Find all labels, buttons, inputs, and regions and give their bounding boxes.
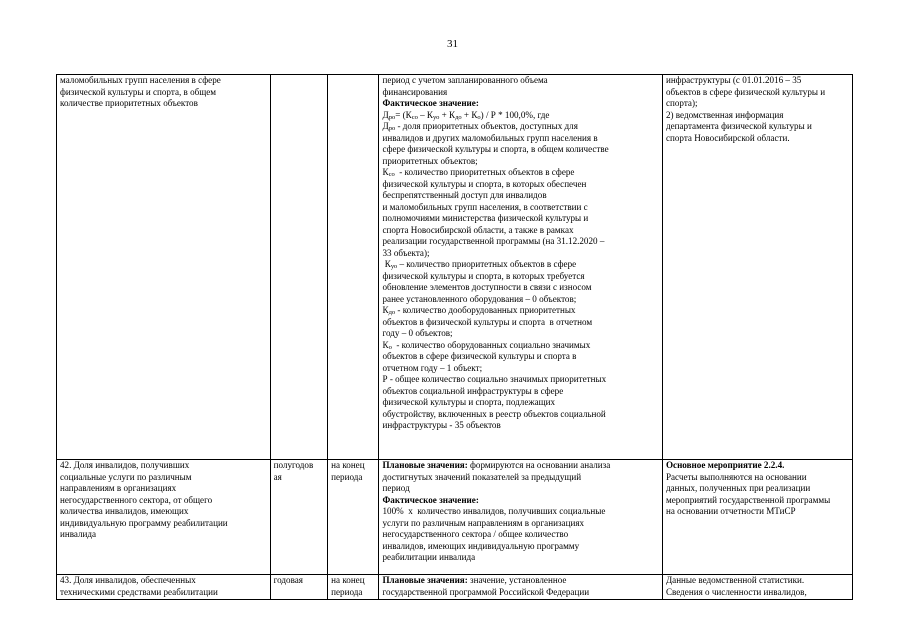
- text-line: [666, 587, 849, 599]
- table-row: [57, 460, 853, 575]
- indicator-name-cell: [57, 75, 271, 460]
- periodicity-cell: [270, 75, 328, 460]
- text-run: 100% х количество инвалидов, получивших социальные: [382, 506, 606, 516]
- text-line: количестве приоритетных объектов: [60, 98, 198, 108]
- text-line: [382, 75, 658, 87]
- text-run: достигнутых значений показателей за предыдущий: [382, 471, 582, 482]
- text-run: = (К: [395, 109, 412, 120]
- text-line: физической культуры и спорта, в общем: [60, 86, 217, 97]
- text-run: услуги по различным направлениям в организациях: [382, 517, 585, 528]
- page-number: 31: [447, 38, 458, 50]
- text-run: полномочиями министерства физической культуры и: [382, 213, 589, 223]
- text-run: – К: [417, 109, 433, 120]
- data-source-cell: [662, 460, 852, 575]
- text-line: [382, 363, 658, 375]
- time-characteristic-cell: [328, 460, 379, 575]
- time-characteristic-cell: [328, 75, 379, 460]
- text-line: [666, 472, 849, 484]
- text-line: [382, 529, 658, 541]
- text-run: 33 объекта);: [382, 247, 430, 258]
- text-line: [382, 483, 658, 495]
- text-line: полугодов: [273, 460, 314, 470]
- text-line: [382, 294, 658, 306]
- text-line: [666, 98, 849, 110]
- text-run: беспрепятственный доступ для инвалидов: [382, 190, 547, 200]
- text-line: [382, 259, 658, 271]
- text-line: маломобильных групп населения в сфере: [60, 75, 221, 85]
- table-row: [57, 75, 853, 460]
- subscript: до: [455, 113, 462, 121]
- text-line: [666, 110, 849, 122]
- indicator-name-cell: [57, 460, 271, 575]
- text-run: Сведения о численности инвалидов,: [665, 586, 807, 597]
- text-line: [382, 541, 658, 553]
- text-line: [382, 420, 658, 432]
- text-line: [382, 179, 658, 191]
- text-line: [382, 248, 658, 260]
- text-line: количества инвалидов, имеющих: [60, 506, 189, 516]
- text-line: направлениям в организациях: [60, 483, 177, 493]
- text-run: обустройству, включенных в реестр объектов социальной: [382, 408, 606, 419]
- text-line: [666, 506, 849, 518]
- text-run: - количество приоритетных объектов в сфере: [394, 167, 575, 177]
- text-line: [382, 202, 658, 214]
- text-line: [382, 110, 658, 122]
- text-line: [382, 518, 658, 530]
- subscript: ро: [388, 125, 396, 132]
- subscript: ро: [388, 113, 396, 121]
- text-line: [666, 87, 849, 99]
- text-line: негосударственного сектора, от общего: [60, 494, 213, 505]
- text-line: [666, 483, 849, 495]
- text-run: объектов в сфере физической культуры и спорта в: [382, 351, 577, 361]
- text-run: физической культуры и спорта, в которых обеспечен: [382, 178, 587, 189]
- text-line: [382, 121, 658, 133]
- text-run: К: [382, 259, 391, 269]
- text-line: [382, 144, 658, 156]
- text-run: значение, установленное: [467, 575, 567, 585]
- text-run: Р - общее количество социально значимых приоритетных: [382, 374, 607, 384]
- text-line: 43. Доля инвалидов, обеспеченных: [60, 575, 196, 585]
- text-run: департамента физической культуры и: [665, 121, 812, 131]
- bold-label: Плановые значения:: [382, 460, 468, 470]
- text-line: [382, 495, 658, 507]
- text-line: [382, 374, 658, 386]
- text-run: – количество приоритетных объектов в сфере: [397, 259, 577, 269]
- text-run: обновление элементов доступности в связи с износом: [382, 282, 592, 292]
- text-line: [382, 575, 658, 587]
- text-run: инфраструктуры - 35 объектов: [382, 420, 501, 430]
- text-line: на конец: [331, 460, 365, 470]
- text-run: реабилитации инвалида: [382, 552, 476, 562]
- text-run: и маломобильных групп населения, в соответствии с: [382, 201, 588, 212]
- subscript: со: [411, 113, 418, 121]
- text-run: спорта Новосибирской области, а также в рамках: [382, 224, 574, 235]
- text-run: - количество оборудованных социально значимых: [391, 339, 591, 350]
- text-run: - доля приоритетных объектов, доступных для: [395, 121, 578, 131]
- text-line: индивидуальную программу реабилитации: [60, 517, 228, 528]
- text-line: [382, 317, 658, 329]
- text-line: на конец: [331, 575, 365, 585]
- text-line: [382, 271, 658, 283]
- text-line: [666, 121, 849, 133]
- calculation-method-cell: [379, 460, 662, 575]
- data-source-cell: [662, 75, 852, 460]
- text-run: Данные ведомственной статистики.: [665, 575, 805, 585]
- text-run: Д: [382, 109, 389, 120]
- text-line: [382, 236, 658, 248]
- text-run: году – 0 объектов;: [382, 328, 453, 338]
- text-line: [382, 351, 658, 363]
- text-line: [382, 87, 658, 99]
- text-line: [666, 575, 849, 587]
- text-line: [382, 156, 658, 168]
- indicators-table: [56, 74, 853, 600]
- text-run: мероприятий государственной программы: [665, 494, 831, 505]
- text-run: отчетном году – 1 объект;: [382, 362, 483, 373]
- text-line: [382, 506, 658, 518]
- text-line: [382, 213, 658, 225]
- text-run: К: [382, 305, 389, 315]
- text-line: 42. Доля инвалидов, получивших: [60, 460, 190, 470]
- text-run: негосударственного сектора / общее количество: [382, 529, 569, 539]
- text-run: объектов в физической культуры и спорта в отчетном: [382, 316, 593, 327]
- text-run: финансирования: [382, 86, 448, 97]
- bold-label: Плановые значения:: [382, 575, 468, 585]
- text-run: данных, полученных при реализации: [665, 483, 811, 493]
- text-line: [382, 460, 658, 472]
- text-line: [382, 133, 658, 145]
- text-run: + К: [461, 109, 478, 120]
- text-line: инвалида: [60, 529, 97, 539]
- text-line: социальные услуги по различным: [60, 471, 192, 482]
- text-line: [382, 305, 658, 317]
- text-line: техническими средствами реабилитации: [60, 586, 218, 597]
- subscript: о: [388, 343, 392, 351]
- text-line: [382, 472, 658, 484]
- text-run: объектов в сфере физической культуры и: [665, 86, 826, 97]
- calculation-method-cell: [379, 575, 662, 600]
- text-line: [382, 98, 658, 110]
- calculation-method-cell: [379, 75, 662, 460]
- text-line: периода: [331, 471, 363, 482]
- text-run: формируются на основании анализа: [467, 460, 611, 470]
- text-line: [382, 190, 658, 202]
- text-run: физической культуры и спорта, в которых требуется: [382, 270, 585, 281]
- text-line: [382, 225, 658, 237]
- text-run: период с учетом запланированного объема: [382, 75, 548, 85]
- text-run: инвалидов, имеющих индивидуальную программу: [382, 540, 580, 551]
- text-line: ая: [273, 471, 282, 482]
- indicator-name-cell: [57, 575, 271, 600]
- text-run: физической культуры и спорта, подлежащих: [382, 397, 556, 407]
- text-run: 2) ведомственная информация: [665, 109, 784, 120]
- text-line: [382, 397, 658, 409]
- text-line: [382, 328, 658, 340]
- subscript: уо: [433, 113, 440, 121]
- bold-label: Фактическое значение:: [382, 494, 479, 505]
- text-run: спорта Новосибирской области.: [665, 132, 790, 143]
- text-line: [666, 495, 849, 507]
- text-line: [382, 386, 658, 398]
- text-run: инвалидов и других маломобильных групп населения в: [382, 132, 598, 143]
- subscript: со: [388, 171, 395, 178]
- periodicity-cell: [270, 460, 328, 575]
- time-characteristic-cell: [328, 575, 379, 600]
- text-run: - количество дооборудованных приоритетных: [395, 305, 576, 315]
- text-run: ранее установленного оборудования – 0 объектов;: [382, 293, 577, 304]
- text-run: инфраструктуры (с 01.01.2016 – 35: [665, 75, 802, 85]
- text-run: ) / Р * 100,0%, где: [480, 109, 550, 120]
- text-line: [382, 587, 658, 599]
- text-run: К: [382, 167, 389, 177]
- text-line: [666, 75, 849, 87]
- text-run: период: [382, 483, 410, 493]
- table-row: [57, 575, 853, 600]
- subscript: до: [388, 309, 396, 316]
- text-line: периода: [331, 586, 363, 597]
- text-run: + К: [439, 109, 456, 120]
- subscript: уо: [390, 263, 398, 270]
- text-line: [666, 133, 849, 145]
- text-run: Д: [382, 121, 389, 131]
- text-line: [382, 282, 658, 294]
- text-run: спорта);: [665, 98, 698, 108]
- text-line: годовая: [273, 575, 303, 585]
- text-run: К: [382, 339, 389, 350]
- periodicity-cell: [270, 575, 328, 600]
- text-run: приоритетных объектов;: [382, 155, 478, 166]
- text-run: Расчеты выполняются на основании: [665, 471, 807, 482]
- text-line: [382, 340, 658, 352]
- text-line: [382, 167, 658, 179]
- text-run: на основании отчетности МТиСР: [665, 506, 796, 516]
- text-run: объектов социальной инфраструктуры в сфере: [382, 385, 564, 396]
- data-source-cell: [662, 575, 852, 600]
- text-run: реализации государственной программы (на 31.12.2020 –: [382, 236, 605, 246]
- text-line: [382, 409, 658, 421]
- text-line: [382, 552, 658, 564]
- bold-label: Фактическое значение:: [382, 98, 479, 108]
- subscript: о: [477, 113, 481, 121]
- text-line: [666, 460, 849, 472]
- text-run: сфере физической культуры и спорта, в общем количестве: [382, 144, 609, 154]
- bold-label: Основное мероприятие 2.2.4.: [665, 460, 785, 470]
- text-run: государственной программой Российской Федерации: [382, 586, 590, 597]
